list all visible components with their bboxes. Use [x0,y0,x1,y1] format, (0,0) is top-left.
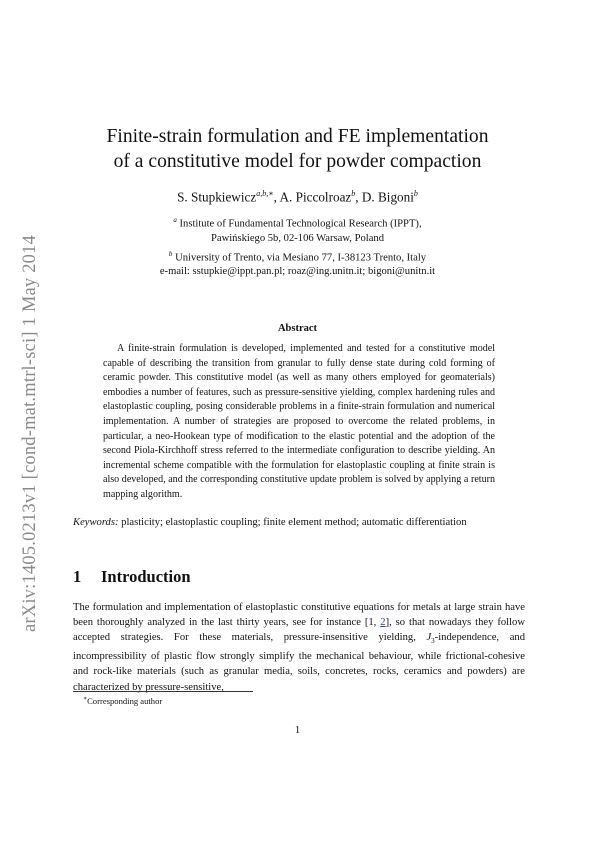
abstract-text: A finite-strain formulation is developed, implemented and tested for a constitutive model capable of describing the transition from granular to fully dense state during cold forming of ceramic powder. This constitutive model (as well as many others employed for geomaterials) embodies a number of features, such as pressure-sensitive yielding, complex hardening rules and elastoplastic coupling, posing considerable problems in a finite-strain formulation and numerical implementation. A number of strategies are proposed to overcome the related problems, in particular, a neo-Hookean type of modification to the elastic potential and the adoption of the second Piola-Kirchhoff stress referred to the intermediate configuration to describe yielding. An incremental scheme compatible with the formulation for elastoplastic coupling at finite strain is also developed, and the corresponding constitutive update problem is solved by applying a return mapping algorithm. [103,343,495,500]
author-stupkiewicz: S. Stupkiewicz [177,189,257,205]
j3-symbol: J [426,632,432,644]
arxiv-identifier-stamp[interactable]: arXiv:1405.0213v1 [cond-mat.mtrl-sci] 1 May 2014 [20,235,40,632]
keywords-text: plasticity; elastoplastic coupling; finite element method; automatic differentiation [118,517,467,528]
body-text-part-3: -independence, and incompressibility of plastic flow strongly simplify the mechanical behaviour, while frictional-cohesive and rock-like materials (such as granular media, soils, concretes, rocks, ceramics and powders) are characterized by pressure-sensitive, [73,632,525,693]
affiliation-b-mark: b [168,250,173,258]
corresponding-star[interactable]: ∗ [268,189,274,198]
section-heading-introduction [73,567,191,587]
affil-marks: a,b, [256,189,269,198]
footnote-corresponding-author [83,695,162,706]
author-emails[interactable]: e-mail: sstupkie@ippt.pan.pl; roaz@ing.unitn.it; bigoni@unitn.it [159,266,436,277]
author-separator: , [355,189,362,205]
citation-link[interactable]: 2 [380,617,386,629]
author-bigoni-affil-mark: b [413,189,418,198]
keywords-label: Keywords: [73,517,119,528]
keywords [73,516,525,531]
title-line-1: Finite-strain formulation and FE implementation [106,126,489,147]
affiliation-b [60,247,535,266]
affiliation-a-line-1 [60,213,535,232]
author-bigoni: D. Bigoni [361,189,414,205]
paper-title [60,124,535,174]
affiliation-a [60,213,535,246]
body-text-part-2: ], so that nowadays they follow accepted strategies. For these materials, pressure-insensitive yielding, [73,617,525,644]
abstract-heading: Abstract [277,323,318,334]
title-line-2: of a constitutive model for powder compaction [113,151,482,172]
author-list [60,186,535,205]
author-stupkiewicz-affil-marks [256,189,273,198]
footnote-divider [73,691,253,692]
section-number: 1 [73,567,82,586]
affiliation-a-text: Institute of Fundamental Technological Research (IPPT), [179,218,422,230]
section-title: Introduction [101,567,191,586]
affiliation-b-text: University of Trento, via Mesiano 77, I-38123 Trento, Italy [175,252,427,264]
footnote-text: Corresponding author [87,695,163,706]
author-separator: , [273,189,280,205]
affiliation-a-line-2: Pawińskiego 5b, 02-106 Warsaw, Poland [210,232,385,244]
page-number: 1 [294,725,301,736]
author-piccolroaz-affil-mark: b [351,189,356,198]
body-text-part-1: The formulation and implementation of elastoplastic constitutive equations for metals at large strain have been thoroughly analyzed in the last thirty years, see for instance [1, [73,602,525,629]
author-piccolroaz: A. Piccolroaz [279,189,352,205]
affiliation-a-mark: a [173,216,177,224]
introduction-paragraph [73,600,525,695]
footnote-mark: ∗ [83,696,88,702]
j3-subscript: 3 [431,637,435,646]
